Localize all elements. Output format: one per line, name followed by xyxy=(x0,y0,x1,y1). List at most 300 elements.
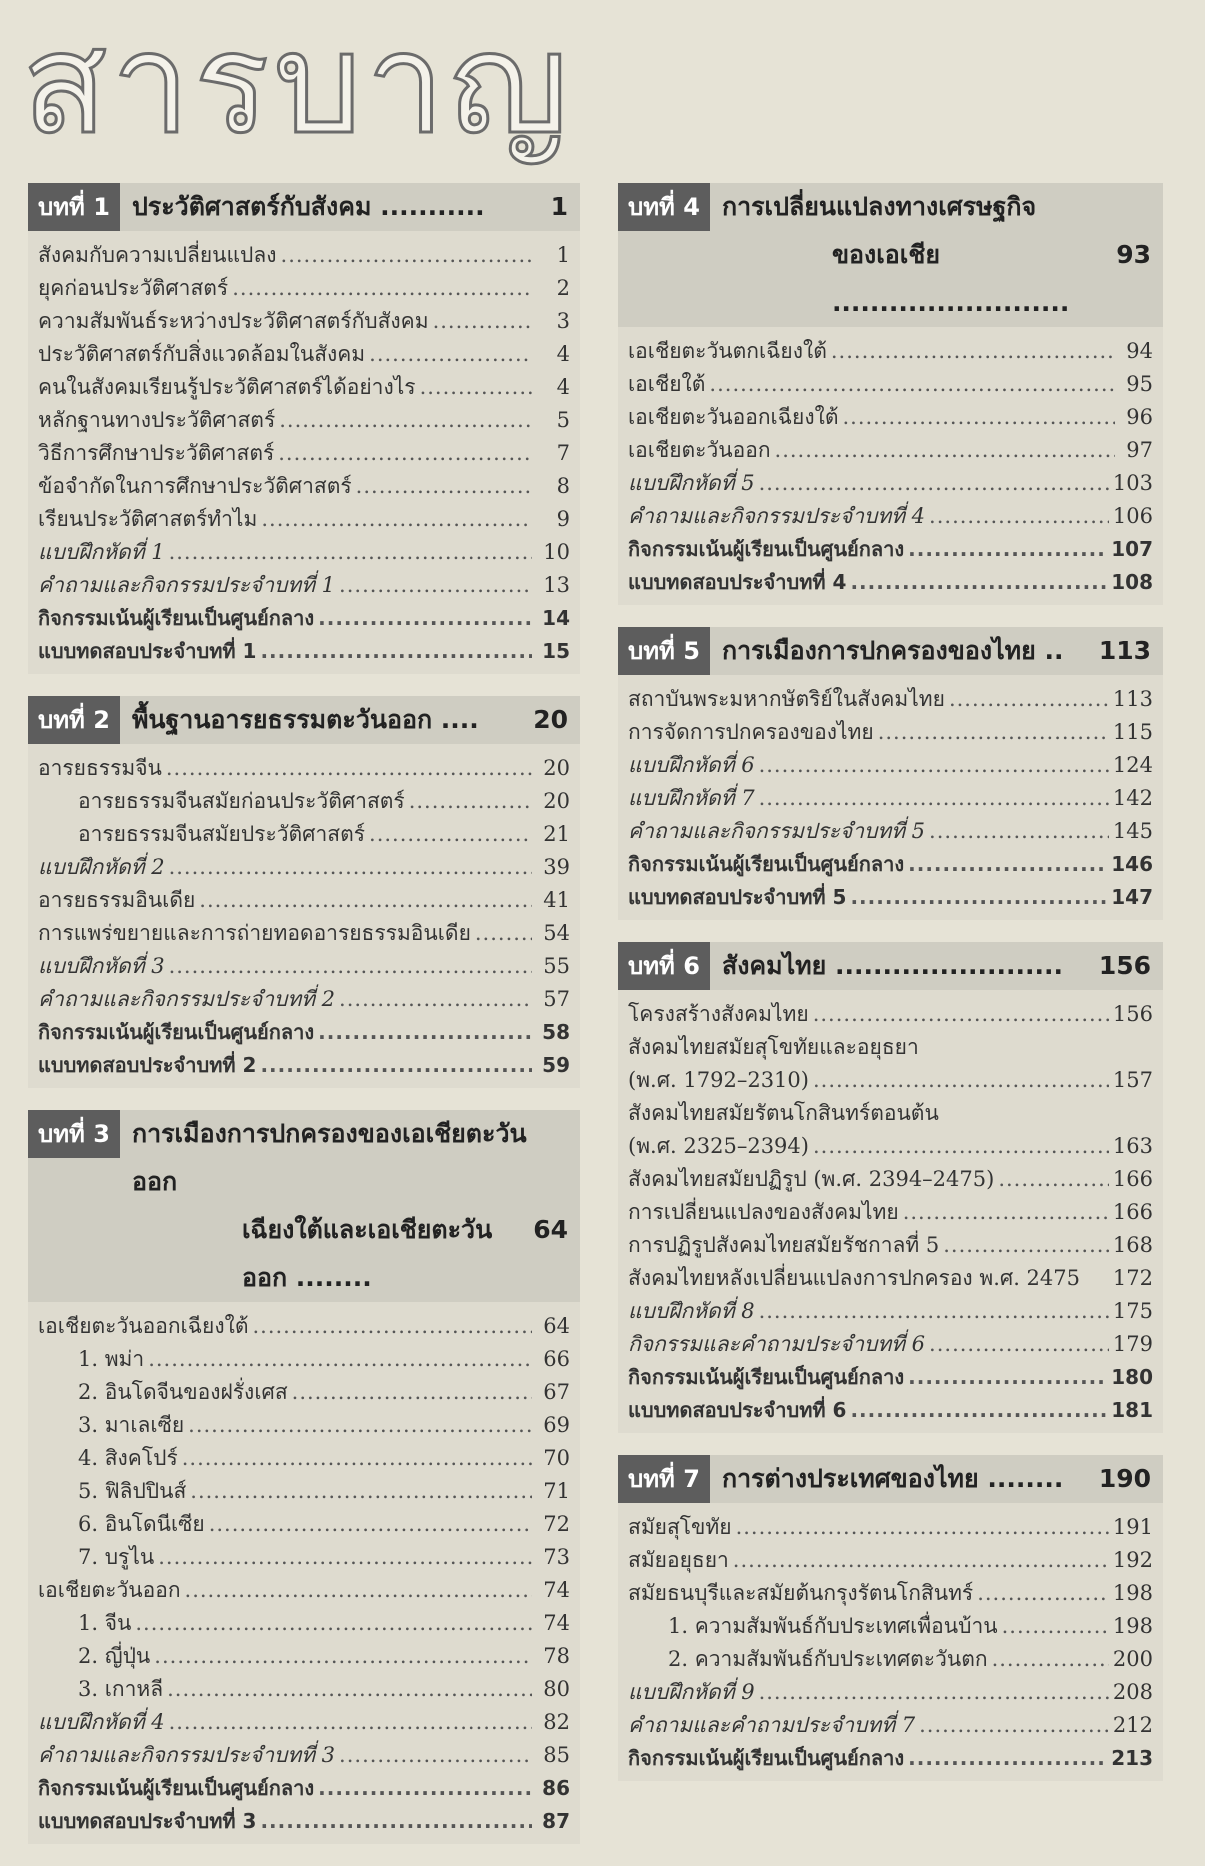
toc-entry-title: เอเชียตะวันออกเฉียงใต้ xyxy=(38,1314,249,1338)
toc-leader-dots xyxy=(850,881,1107,914)
toc-leader-dots xyxy=(190,1475,532,1508)
toc-entry-title: แบบทดสอบประจำบทที่ 2 xyxy=(38,1053,257,1077)
toc-entry[interactable] xyxy=(628,1130,1153,1163)
toc-leader-dots xyxy=(158,1541,532,1574)
toc-entry[interactable] xyxy=(38,1016,570,1049)
toc-entry-page: 198 xyxy=(1112,1581,1153,1605)
toc-leader-dots xyxy=(356,470,532,503)
chapter-page-number: 20 xyxy=(533,705,568,734)
toc-entry[interactable] xyxy=(38,1049,570,1082)
toc-leader-dots xyxy=(831,335,1115,368)
chapter-header[interactable] xyxy=(618,942,1163,990)
toc-entry-title: 1. พม่า xyxy=(78,1347,145,1371)
toc-entry-page: 20 xyxy=(543,789,570,813)
toc-entry-page: 39 xyxy=(543,855,570,879)
toc-entry-title: การปฏิรูปสังคมไทยสมัยรัชกาลที่ 5 xyxy=(628,1233,940,1257)
toc-entry[interactable] xyxy=(38,1409,570,1442)
toc-entry-page: 71 xyxy=(543,1479,570,1503)
toc-entry[interactable] xyxy=(38,1541,570,1574)
toc-leader-dots xyxy=(339,1739,532,1772)
toc-entry-title: คำถามและกิจกรรมประจำบทที่ 2 xyxy=(38,987,336,1011)
toc-entry[interactable] xyxy=(628,401,1153,434)
toc-leader-dots xyxy=(261,503,532,536)
toc-entry-page: 181 xyxy=(1111,1398,1153,1422)
toc-leader-dots xyxy=(842,401,1115,434)
toc-entry-title: แบบฝึกหัดที่ 4 xyxy=(38,1710,165,1734)
chapter-number-tag: บทที่ 5 xyxy=(618,627,710,675)
chapter-entries xyxy=(28,231,580,674)
toc-entry[interactable] xyxy=(38,1607,570,1640)
toc-entry-title: กิจกรรมเน้นผู้เรียนเป็นศูนย์กลาง xyxy=(38,1776,315,1800)
chapter-entries xyxy=(618,990,1163,1433)
chapter-title xyxy=(710,942,1163,990)
toc-entry-page: 55 xyxy=(543,954,570,978)
toc-entry-page: 14 xyxy=(542,606,570,630)
toc-entry-title: แบบทดสอบประจำบทที่ 4 xyxy=(628,570,847,594)
toc-entry-title: สังคมไทยหลังเปลี่ยนแปลงการปกครอง พ.ศ. 2475 xyxy=(628,1266,1081,1290)
toc-leader-dots xyxy=(929,1328,1109,1361)
toc-entry[interactable] xyxy=(38,1640,570,1673)
chapter-section xyxy=(618,183,1163,605)
toc-entry-page: 3 xyxy=(556,309,570,333)
chapter-header[interactable] xyxy=(28,183,580,231)
toc-entry-title: สังคมไทยสมัยสุโขทัยและอยุธยา xyxy=(628,1035,919,1059)
toc-entry[interactable] xyxy=(628,1328,1153,1361)
toc-leader-dots xyxy=(759,782,1109,815)
toc-entry[interactable] xyxy=(628,1031,1153,1064)
toc-leader-dots xyxy=(188,1409,532,1442)
toc-entry-page: 58 xyxy=(542,1020,570,1044)
toc-entry[interactable] xyxy=(628,1163,1153,1196)
toc-entry-page: 191 xyxy=(1112,1515,1153,1539)
toc-entry[interactable] xyxy=(628,1544,1153,1577)
toc-entry[interactable] xyxy=(628,683,1153,716)
toc-entry[interactable] xyxy=(628,566,1153,599)
toc-entry-title: เอเชียตะวันตกเฉียงใต้ xyxy=(628,339,827,363)
toc-entry-page: 41 xyxy=(543,888,570,912)
toc-entry-page: 57 xyxy=(543,987,570,1011)
chapter-title-text: การเปลี่ยนแปลงทางเศรษฐกิจ xyxy=(721,192,1037,221)
toc-entry-page: 69 xyxy=(543,1413,570,1437)
toc-entry[interactable] xyxy=(38,371,570,404)
toc-leader-dots xyxy=(759,1676,1109,1709)
toc-entry[interactable] xyxy=(38,1376,570,1409)
toc-entry[interactable] xyxy=(38,338,570,371)
toc-leader-dots xyxy=(339,569,532,602)
chapter-title-text: การต่างประเทศของไทย ........ xyxy=(721,1464,1064,1493)
toc-entry[interactable] xyxy=(628,368,1153,401)
toc-entry-title: แบบฝึกหัดที่ 9 xyxy=(628,1680,755,1704)
toc-entry-page: 198 xyxy=(1112,1614,1153,1638)
chapter-header[interactable] xyxy=(618,627,1163,675)
toc-leader-dots xyxy=(919,1709,1109,1742)
toc-entry-title: คำถามและกิจกรรมประจำบทที่ 1 xyxy=(38,573,336,597)
toc-entry[interactable] xyxy=(628,1097,1153,1130)
toc-entry[interactable] xyxy=(628,1577,1153,1610)
toc-entry-page: 73 xyxy=(543,1545,570,1569)
toc-leader-dots xyxy=(318,1016,532,1049)
chapter-section xyxy=(28,183,580,674)
toc-entry-page: 1 xyxy=(556,243,570,267)
toc-entry[interactable] xyxy=(628,1676,1153,1709)
toc-entry-page: 78 xyxy=(543,1644,570,1668)
toc-entry-title: แบบฝึกหัดที่ 3 xyxy=(38,954,165,978)
toc-entry[interactable] xyxy=(38,569,570,602)
toc-leader-dots xyxy=(977,1577,1109,1610)
toc-entry-title: การแพร่ขยายและการถ่ายทอดอารยธรรมอินเดีย xyxy=(38,921,471,945)
toc-entry-title: 2. ญี่ปุ่น xyxy=(78,1644,151,1668)
toc-entry-title: 4. สิงคโปร์ xyxy=(78,1446,178,1470)
toc-entry-page: 82 xyxy=(543,1710,570,1734)
toc-entry-page: 21 xyxy=(543,822,570,846)
toc-entry-page: 180 xyxy=(1111,1365,1153,1389)
chapter-entries xyxy=(618,675,1163,920)
toc-leader-dots xyxy=(813,1064,1109,1097)
toc-leader-dots xyxy=(232,272,532,305)
toc-entry-title: เอเชียตะวันออก xyxy=(38,1578,181,1602)
toc-entry[interactable] xyxy=(628,716,1153,749)
chapter-header[interactable] xyxy=(618,183,1163,327)
toc-entry[interactable] xyxy=(38,950,570,983)
toc-entry-page: 168 xyxy=(1112,1233,1153,1257)
toc-entry-page: 5 xyxy=(556,408,570,432)
toc-entry-page: 145 xyxy=(1112,819,1153,843)
toc-entry-title: เรียนประวัติศาสตร์ทำไม xyxy=(38,507,258,531)
toc-entry-page: 142 xyxy=(1112,786,1153,810)
toc-entry[interactable] xyxy=(628,1643,1153,1676)
toc-leader-dots xyxy=(169,851,532,884)
toc-entry-title: สมัยสุโขทัย xyxy=(628,1515,732,1539)
toc-entry-title: เอเชียตะวันออก xyxy=(628,438,771,462)
toc-entry-page: 163 xyxy=(1112,1134,1153,1158)
toc-leader-dots xyxy=(135,1607,532,1640)
toc-entry[interactable] xyxy=(38,1475,570,1508)
toc-entry[interactable] xyxy=(38,785,570,818)
chapter-title-text: ประวัติศาสตร์กับสังคม ........... xyxy=(131,192,485,221)
chapter-title-line xyxy=(132,696,568,744)
toc-entry[interactable] xyxy=(628,1229,1153,1262)
toc-leader-dots xyxy=(908,1361,1107,1394)
toc-entry[interactable] xyxy=(628,782,1153,815)
toc-entry-title: กิจกรรมเน้นผู้เรียนเป็นศูนย์กลาง xyxy=(628,852,905,876)
toc-entry[interactable] xyxy=(38,1574,570,1607)
toc-entry-page: 213 xyxy=(1111,1746,1153,1770)
toc-entry[interactable] xyxy=(38,272,570,305)
toc-entry[interactable] xyxy=(628,815,1153,848)
toc-entry-page: 4 xyxy=(556,342,570,366)
chapter-section xyxy=(618,1455,1163,1781)
toc-leader-dots xyxy=(166,752,532,785)
toc-entry[interactable] xyxy=(38,635,570,668)
toc-leader-dots xyxy=(433,305,532,338)
toc-entry[interactable] xyxy=(38,1739,570,1772)
toc-entry[interactable] xyxy=(628,1361,1153,1394)
chapter-header[interactable] xyxy=(618,1455,1163,1503)
toc-entry-title: แบบฝึกหัดที่ 5 xyxy=(628,471,755,495)
toc-entry-title: แบบฝึกหัดที่ 8 xyxy=(628,1299,755,1323)
toc-entry-page: 10 xyxy=(543,540,570,564)
toc-leader-dots xyxy=(420,371,532,404)
toc-entry-page: 20 xyxy=(543,756,570,780)
toc-leader-dots xyxy=(929,500,1109,533)
chapter-header[interactable] xyxy=(28,696,580,744)
chapter-title-line xyxy=(722,231,1151,327)
toc-entry-page: 157 xyxy=(1112,1068,1153,1092)
toc-entry-title: คนในสังคมเรียนรู้ประวัติศาสตร์ได้อย่างไร xyxy=(38,375,416,399)
toc-entry[interactable] xyxy=(38,917,570,950)
toc-entry-page: 74 xyxy=(543,1611,570,1635)
page-title: สารบาญ xyxy=(22,3,573,166)
toc-leader-dots xyxy=(943,1229,1109,1262)
toc-entry[interactable] xyxy=(628,749,1153,782)
toc-entry[interactable] xyxy=(38,1706,570,1739)
toc-leader-dots xyxy=(709,368,1115,401)
toc-entry-page: 66 xyxy=(543,1347,570,1371)
chapter-title xyxy=(710,183,1163,327)
toc-leader-dots xyxy=(759,749,1109,782)
toc-entry[interactable] xyxy=(38,503,570,536)
toc-leader-dots xyxy=(775,434,1115,467)
toc-entry-title: สถาบันพระมหากษัตริย์ในสังคมไทย xyxy=(628,687,945,711)
toc-leader-dots xyxy=(908,533,1107,566)
toc-leader-dots xyxy=(908,1742,1107,1775)
toc-entry-title: 6. อินโดนีเซีย xyxy=(78,1512,205,1536)
toc-entry-page: 166 xyxy=(1112,1200,1153,1224)
chapter-entries xyxy=(28,744,580,1088)
toc-entry-page: 124 xyxy=(1112,753,1153,777)
toc-entry-title: 5. ฟิลิปปินส์ xyxy=(78,1479,187,1503)
toc-entry[interactable] xyxy=(38,983,570,1016)
toc-entry[interactable] xyxy=(628,1196,1153,1229)
toc-leader-dots xyxy=(281,239,532,272)
toc-entry[interactable] xyxy=(38,305,570,338)
toc-entry-title: สังคมไทยสมัยปฏิรูป (พ.ศ. 2394–2475) xyxy=(628,1167,995,1191)
toc-entry[interactable] xyxy=(38,884,570,917)
toc-leader-dots xyxy=(167,1673,532,1706)
toc-leader-dots xyxy=(908,848,1107,881)
chapter-entries xyxy=(618,327,1163,605)
toc-leader-dots xyxy=(369,338,532,371)
chapter-section xyxy=(618,942,1163,1433)
toc-entry-page: 74 xyxy=(543,1578,570,1602)
toc-entry-page: 113 xyxy=(1112,687,1153,711)
toc-entry-page: 208 xyxy=(1112,1680,1153,1704)
toc-entry[interactable] xyxy=(38,1673,570,1706)
toc-entry-title: อารยธรรมจีน xyxy=(38,756,162,780)
toc-entry[interactable] xyxy=(38,239,570,272)
toc-leader-dots xyxy=(998,1163,1109,1196)
toc-entry-title: วิธีการศึกษาประวัติศาสตร์ xyxy=(38,441,275,465)
toc-entry-page: 107 xyxy=(1111,537,1153,561)
toc-entry-title: โครงสร้างสังคมไทย xyxy=(628,1002,809,1026)
toc-leader-dots xyxy=(154,1640,532,1673)
toc-leader-dots xyxy=(169,536,532,569)
toc-leader-dots xyxy=(279,404,532,437)
chapter-title xyxy=(710,1455,1163,1503)
toc-leader-dots xyxy=(199,884,532,917)
toc-entry-title: กิจกรรมเน้นผู้เรียนเป็นศูนย์กลาง xyxy=(38,606,315,630)
toc-entry-page: 192 xyxy=(1112,1548,1153,1572)
toc-entry-title: แบบฝึกหัดที่ 2 xyxy=(38,855,165,879)
toc-entry-page: 108 xyxy=(1111,570,1153,594)
chapter-section xyxy=(618,627,1163,920)
toc-entry-title: กิจกรรมเน้นผู้เรียนเป็นศูนย์กลาง xyxy=(628,1365,905,1389)
toc-entry[interactable] xyxy=(38,602,570,635)
toc-entry-title: แบบฝึกหัดที่ 6 xyxy=(628,753,755,777)
toc-entry[interactable] xyxy=(38,1442,570,1475)
toc-entry[interactable] xyxy=(628,1511,1153,1544)
chapter-title-line xyxy=(132,1206,568,1302)
toc-entry[interactable] xyxy=(38,752,570,785)
toc-entry-title: สมัยอยุธยา xyxy=(628,1548,729,1572)
chapter-number-tag: บทที่ 6 xyxy=(618,942,710,990)
toc-entry[interactable] xyxy=(38,437,570,470)
chapter-number-tag: บทที่ 7 xyxy=(618,1455,710,1503)
toc-entry-page: 179 xyxy=(1112,1332,1153,1356)
toc-leader-dots xyxy=(182,1442,532,1475)
toc-entry[interactable] xyxy=(628,500,1153,533)
toc-entry[interactable] xyxy=(628,434,1153,467)
toc-entry-title: แบบทดสอบประจำบทที่ 6 xyxy=(628,1398,847,1422)
toc-entry-page: 87 xyxy=(542,1809,570,1833)
toc-entry[interactable] xyxy=(38,851,570,884)
chapter-number-tag: บทที่ 4 xyxy=(618,183,710,231)
toc-leader-dots xyxy=(878,716,1109,749)
chapter-title xyxy=(120,183,580,231)
toc-entry-title: การจัดการปกครองของไทย xyxy=(628,720,874,744)
toc-entry[interactable] xyxy=(628,881,1153,914)
toc-entry[interactable] xyxy=(628,1064,1153,1097)
chapter-entries xyxy=(618,1503,1163,1781)
toc-leader-dots xyxy=(278,437,532,470)
toc-entry[interactable] xyxy=(628,998,1153,1031)
toc-entry[interactable] xyxy=(38,1805,570,1838)
toc-entry-title: แบบทดสอบประจำบทที่ 3 xyxy=(38,1809,257,1833)
chapter-title xyxy=(120,696,580,744)
chapter-number-tag: บทที่ 2 xyxy=(28,696,120,744)
toc-entry[interactable] xyxy=(38,1772,570,1805)
toc-entry-title: สังคมไทยสมัยรัตนโกสินทร์ตอนต้น xyxy=(628,1101,939,1125)
toc-entry[interactable] xyxy=(628,1394,1153,1427)
toc-entry-title: สมัยธนบุรีและสมัยต้นกรุงรัตนโกสินทร์ xyxy=(628,1581,974,1605)
toc-entry[interactable] xyxy=(628,533,1153,566)
toc-entry-title: อารยธรรมจีนสมัยก่อนประวัติศาสตร์ xyxy=(78,789,405,813)
toc-entry-page: 80 xyxy=(543,1677,570,1701)
chapter-number-tag: บทที่ 1 xyxy=(28,183,120,231)
toc-entry-page: 2 xyxy=(556,276,570,300)
toc-entry[interactable] xyxy=(628,1295,1153,1328)
toc-leader-dots xyxy=(409,785,532,818)
chapter-section xyxy=(28,696,580,1088)
chapter-section xyxy=(28,1110,580,1844)
toc-entry-title: 1. ความสัมพันธ์กับประเทศเพื่อนบ้าน xyxy=(668,1614,998,1638)
toc-leader-dots xyxy=(759,1295,1109,1328)
toc-entry-page: 67 xyxy=(543,1380,570,1404)
toc-left-column xyxy=(28,183,580,1866)
toc-entry[interactable] xyxy=(38,1343,570,1376)
toc-entry-title: กิจกรรมเน้นผู้เรียนเป็นศูนย์กลาง xyxy=(628,537,905,561)
chapter-page-number: 190 xyxy=(1098,1464,1151,1493)
toc-entry-title: การเปลี่ยนแปลงของสังคมไทย xyxy=(628,1200,899,1224)
chapter-title-line xyxy=(722,183,1151,231)
toc-entry-page: 64 xyxy=(543,1314,570,1338)
toc-entry[interactable] xyxy=(38,818,570,851)
toc-entry-page: 95 xyxy=(1126,372,1153,396)
toc-leader-dots xyxy=(260,1805,532,1838)
toc-leader-dots xyxy=(903,1196,1109,1229)
chapter-page-number: 93 xyxy=(1116,240,1151,269)
toc-entry[interactable] xyxy=(628,1709,1153,1742)
toc-entry[interactable] xyxy=(628,1262,1153,1295)
toc-entry-page: 72 xyxy=(543,1512,570,1536)
toc-entry[interactable] xyxy=(628,1742,1153,1775)
toc-leader-dots xyxy=(169,950,532,983)
toc-entry-page: 156 xyxy=(1112,1002,1153,1026)
toc-entry-title: กิจกรรมเน้นผู้เรียนเป็นศูนย์กลาง xyxy=(38,1020,315,1044)
toc-entry[interactable] xyxy=(628,467,1153,500)
toc-right-column xyxy=(618,183,1163,1803)
toc-entry-title: 2. ความสัมพันธ์กับประเทศตะวันตก xyxy=(668,1647,988,1671)
toc-leader-dots xyxy=(850,566,1107,599)
toc-entry-page: 54 xyxy=(543,921,570,945)
toc-leader-dots xyxy=(318,602,532,635)
toc-entry-page: 59 xyxy=(542,1053,570,1077)
toc-entry-title: (พ.ศ. 1792–2310) xyxy=(628,1068,809,1092)
chapter-title-line xyxy=(722,942,1151,990)
chapter-title-line xyxy=(722,1455,1151,1503)
toc-entry-page: 8 xyxy=(556,474,570,498)
toc-entry-title: 1. จีน xyxy=(78,1611,132,1635)
toc-entry-page: 94 xyxy=(1126,339,1153,363)
toc-entry-title: เอเชียใต้ xyxy=(628,372,706,396)
toc-entry-page: 115 xyxy=(1112,720,1153,744)
toc-entry[interactable] xyxy=(628,848,1153,881)
toc-entry[interactable] xyxy=(38,404,570,437)
toc-leader-dots xyxy=(813,1130,1109,1163)
chapter-header[interactable] xyxy=(28,1110,580,1302)
toc-entry-title: (พ.ศ. 2325–2394) xyxy=(628,1134,809,1158)
toc-entry-title: 7. บรูไน xyxy=(78,1545,155,1569)
toc-entry-title: อารยธรรมอินเดีย xyxy=(38,888,196,912)
toc-entry-page: 200 xyxy=(1112,1647,1153,1671)
chapter-title-text: สังคมไทย ........................ xyxy=(721,951,1063,980)
toc-entry-page: 13 xyxy=(543,573,570,597)
toc-entry[interactable] xyxy=(38,1508,570,1541)
chapter-title-text: การเมืองการปกครองของไทย .. xyxy=(721,636,1064,665)
toc-leader-dots xyxy=(813,998,1109,1031)
toc-entry-title: อารยธรรมจีนสมัยประวัติศาสตร์ xyxy=(78,822,366,846)
toc-entry-title: ประวัติศาสตร์กับสิ่งแวดล้อมในสังคม xyxy=(38,342,366,366)
toc-entry-title: แบบฝึกหัดที่ 1 xyxy=(38,540,165,564)
toc-leader-dots xyxy=(475,917,532,950)
toc-entry[interactable] xyxy=(628,335,1153,368)
chapter-page-number: 113 xyxy=(1098,636,1151,665)
chapter-entries xyxy=(28,1302,580,1844)
toc-entry-title: กิจกรรมและคำถามประจำบทที่ 6 xyxy=(628,1332,926,1356)
toc-entry-title: ความสัมพันธ์ระหว่างประวัติศาสตร์กับสังคม xyxy=(38,309,429,333)
chapter-title-line xyxy=(132,183,568,231)
toc-entry-title: ยุคก่อนประวัติศาสตร์ xyxy=(38,276,229,300)
toc-entry-title: คำถามและกิจกรรมประจำบทที่ 4 xyxy=(628,504,926,528)
toc-entry-page: 4 xyxy=(556,375,570,399)
toc-entry-title: หลักฐานทางประวัติศาสตร์ xyxy=(38,408,276,432)
toc-entry[interactable] xyxy=(38,1310,570,1343)
toc-entry[interactable] xyxy=(38,470,570,503)
toc-entry-title: 2. อินโดจีนของฝรั่งเศส xyxy=(78,1380,288,1404)
toc-entry[interactable] xyxy=(628,1610,1153,1643)
toc-entry[interactable] xyxy=(38,536,570,569)
toc-entry-page: 85 xyxy=(543,1743,570,1767)
